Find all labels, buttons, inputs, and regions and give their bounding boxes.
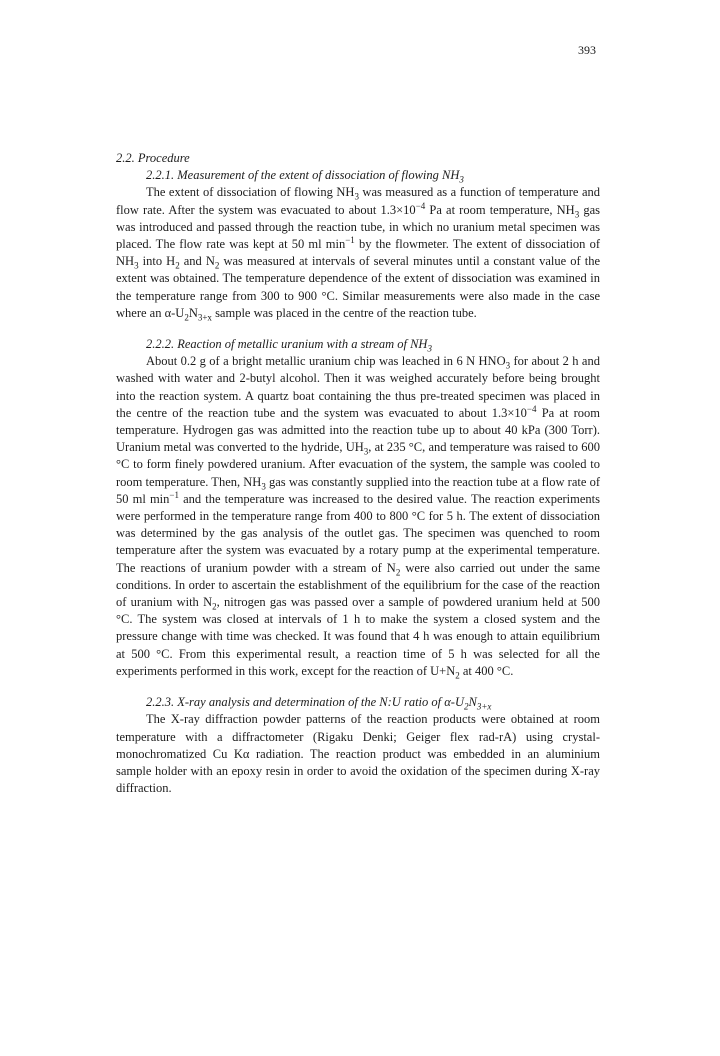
subsection-title-2-2-2: 2.2.2. Reaction of metallic uranium with a stream of $NH_3$: [146, 337, 432, 354]
paragraph-2-2-2: About 0.2 g of a bright metallic uranium chip was leached in 6 N $HNO_3$ for about 2 h and washed with water and 2-butyl alcohol. Then it was weighed accurately before being brought into the reaction system. A quartz boat containing the thus pre-treated specimen was placed in the centre of the reaction tube and the system was evacuated to about $1.3\times 10^{-4}$ Pa at room temperature. Hydrogen gas was admitted into the reaction tube up to about 40 kPa (300 Torr). Uranium metal was converted to the hydride, $UH_3$, at 235 °C, and temperature was raised to 600 °C to form finely powdered uranium. After evacuation of the system, the sample was cooled to room temperature. Then, $NH_3$ gas was constantly supplied into the reaction tube at a flow rate of 50 ml $\min^{-1}$ and the temperature was increased to the desired value. The reaction experiments were performed in the temperature range from 400 to 800 °C for 5 h. The extent of dissociation was determined by the gas analysis of the outlet gas. The specimen was quenched to room temperature after the system was evacuated by a rotary pump at the experimental temperature. The reactions of uranium powder with a stream of $N_2$ were also carried out under the same conditions. In order to ascertain the establishment of the equilibrium for the case of the reaction of uranium with $N_2$, nitrogen gas was passed over a sample of powdered uranium held at 500 °C. The system was closed at intervals of 1 h to make the system a closed system and the pressure change with time was checked. It was found that 4 h was enough to attain equilibrium at 500 °C. From this experimental result, a reaction time of 5 h was selected for all the experiments performed in this work, except for the reaction of $U+N_2$ at 400 °C.: [116, 354, 600, 681]
page-number: 393: [578, 43, 596, 57]
paragraph-2-2-1: The extent of dissociation of flowing $NH_3$ was measured as a function of temperature and flow rate. After the system was evacuated to about $1.3\times 10^{-4}$ Pa at room temperature, $NH_3$ gas was introduced and passed through the reaction tube, in which no uranium metal specimen was placed. The flow rate was kept at 50 ml $\min^{-1}$ by the flowmeter. The extent of dissociation of $NH_3$ into $H_2$ and $N_2$ was measured at intervals of several minutes until a constant value of the extent was obtained. The temperature dependence of the extent of dissociation was examined in the temperature range from 300 to 900 °C. Similar measurements were also made in the case where an $\alpha-U_2N_{3+x}$ sample was placed in the centre of the reaction tube.: [116, 185, 600, 323]
text-column: [116, 150, 600, 797]
subsection-title-2-2-3: 2.2.3. X-ray analysis and determination of the N:U ratio of $\alpha-U_2N_{3+x}$: [146, 695, 492, 712]
paragraph-2-2-3: The X-ray diffraction powder patterns of the reaction products were obtained at room temperature with a diffractometer (Rigaku Denki; Geiger flex rad-rA) using crystal-monochromatized Cu Kα radiation. The reaction product was embedded in an aluminium sample holder with an epoxy resin in order to avoid the oxidation of the specimen during X-ray diffraction.: [116, 712, 600, 796]
subsection-title-2-2-1: 2.2.1. Measurement of the extent of dissociation of flowing $NH_3$: [146, 168, 464, 185]
section-heading: 2.2. Procedure: [116, 151, 190, 165]
